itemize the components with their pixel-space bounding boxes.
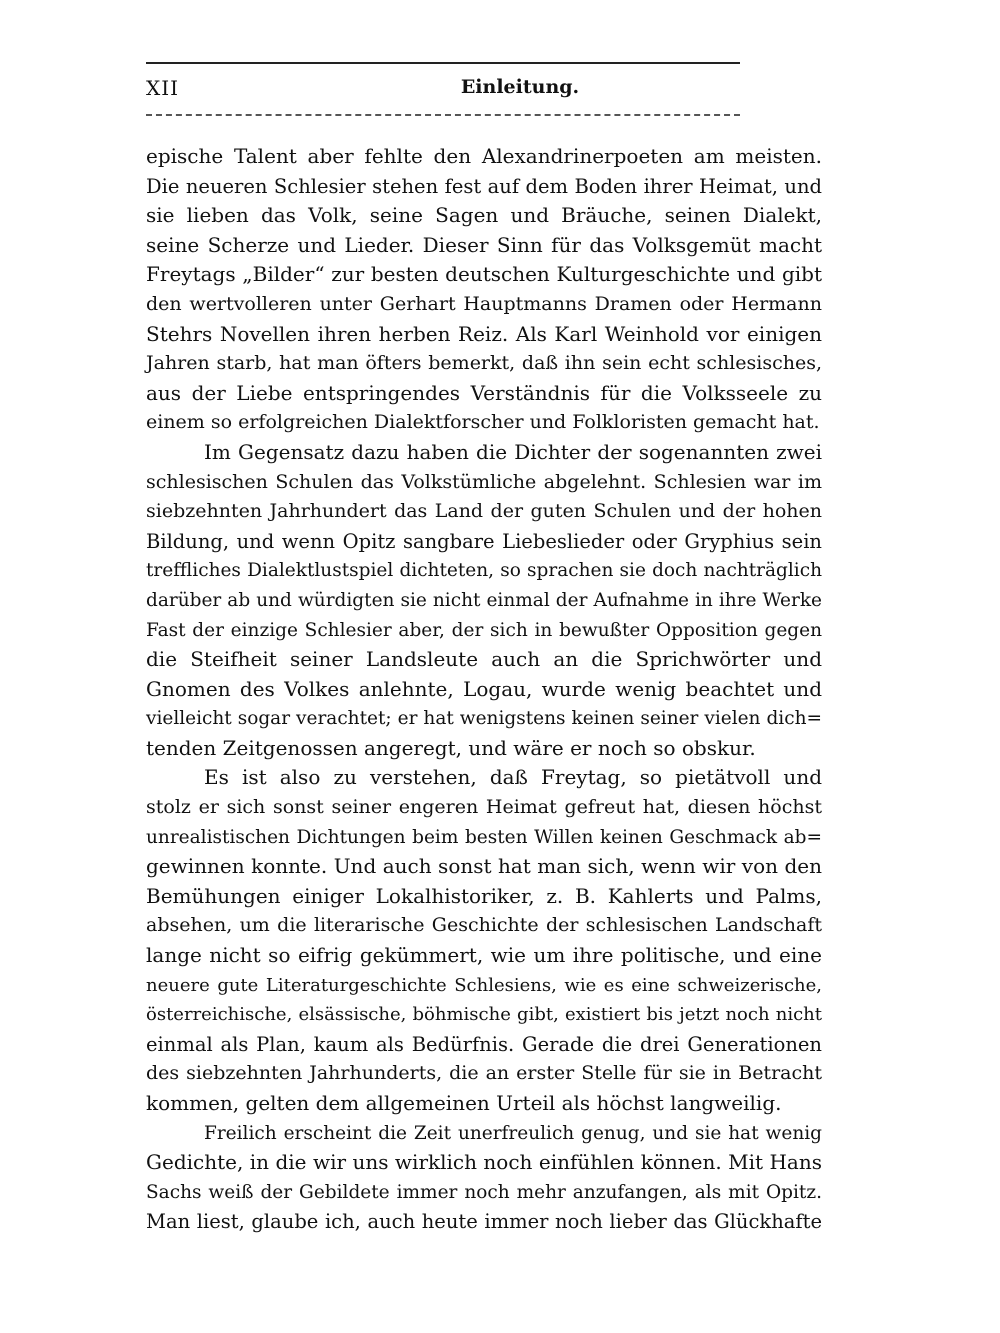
text-line: schlesischen Schulen das Volkstümliche abgelehnt. Schlesien war im: [146, 470, 822, 493]
page-number: XII: [146, 76, 180, 100]
text-line: Jahren starb, hat man öfters bemerkt, daß ihn sein echt schlesisches,: [146, 352, 822, 375]
text-line: die Steifheit seiner Landsleute auch an die Sprichwörter und: [146, 647, 822, 672]
text-line: Man liest, glaube ich, auch heute immer noch lieber das Glückhafte: [146, 1210, 822, 1234]
text-line: gewinnen konnte. Und auch sonst hat man sich, wenn wir von den: [146, 854, 822, 879]
text-line: Fast der einzige Schlesier aber, der sich in bewußter Opposition gegen: [146, 619, 822, 641]
text-line: Bemühungen einiger Lokalhistoriker, z. B. Kahlerts und Palms,: [146, 883, 822, 908]
header-bottom-rule: [146, 114, 740, 116]
text-line: Gnomen des Volkes anlehnte, Logau, wurde wenig beachtet und: [146, 676, 822, 701]
text-line: vielleicht sogar verachtet; er hat wenigstens keinen seiner vielen dich=: [146, 708, 822, 730]
running-head: Einleitung.: [460, 76, 580, 98]
text-line: Sachs weiß der Gebildete immer noch mehr anzufangen, als mit Opitz.: [146, 1181, 822, 1203]
text-line: Gedichte, in die wir uns wirklich noch einfühlen können. Mit Hans: [146, 1150, 822, 1175]
text-line: unrealistischen Dichtungen beim besten Willen keinen Geschmack ab=: [146, 826, 822, 848]
text-line: neuere gute Literaturgeschichte Schlesiens, wie es eine schweizerische,: [146, 974, 822, 996]
text-line: lange nicht so eifrig gekümmert, wie um ihre politische, und eine: [146, 943, 822, 968]
text-line: epische Talent aber fehlte den Alexandrinerpoeten am meisten.: [146, 144, 822, 168]
text-line: den wertvolleren unter Gerhart Hauptmanns Dramen oder Hermann: [146, 292, 822, 315]
text-line: stolz er sich sonst seiner engeren Heimat gefreut hat, diesen höchst: [146, 796, 822, 819]
text-line: Es ist also zu verstehen, daß Freytag, so pietätvoll und: [204, 765, 822, 790]
text-line: Freilich erscheint die Zeit unerfreulich genug, und sie hat wenig: [204, 1122, 822, 1144]
text-line: des siebzehnten Jahrhunderts, die an erster Stelle für sie in Betracht: [146, 1062, 822, 1085]
text-line: Die neueren Schlesier stehen fest auf dem Boden ihrer Heimat, und: [146, 174, 822, 198]
text-line: Freytags „Bilder“ zur besten deutschen Kulturgeschichte und gibt: [146, 262, 822, 287]
text-line: sie lieben das Volk, seine Sagen und Bräuche, seinen Dialekt,: [146, 203, 822, 228]
text-line: einem so erfolgreichen Dialektforscher und Folkloristen gemacht hat.: [146, 411, 820, 434]
text-line: einmal als Plan, kaum als Bedürfnis. Gerade die drei Generationen: [146, 1032, 822, 1056]
text-line: Stehrs Novellen ihren herben Reiz. Als Karl Weinhold vor einigen: [146, 321, 822, 346]
text-line: österreichische, elsässische, böhmische gibt, existiert bis jetzt noch nicht: [146, 1004, 822, 1026]
text-line: darüber ab und würdigten sie nicht einmal der Aufnahme in ihre Werke: [146, 589, 822, 611]
text-line: aus der Liebe entspringendes Verständnis für die Volksseele zu: [146, 380, 822, 405]
text-line: siebzehnten Jahrhundert das Land der guten Schulen und der hohen: [146, 500, 822, 523]
text-line: Im Gegensatz dazu haben die Dichter der sogenannten zwei: [204, 439, 822, 464]
text-line: kommen, gelten dem allgemeinen Urteil als höchst langweilig.: [146, 1091, 782, 1115]
text-line: Bildung, und wenn Opitz sangbare Liebeslieder oder Gryphius sein: [146, 529, 822, 553]
text-line: treffliches Dialektlustspiel dichteten, so sprachen sie doch nachträglich: [146, 560, 822, 582]
text-line: seine Scherze und Lieder. Dieser Sinn für das Volksgemüt macht: [146, 232, 822, 257]
header-top-rule: [146, 62, 740, 64]
body-text: [146, 142, 822, 1237]
text-line: absehen, um die literarische Geschichte der schlesischen Landschaft: [146, 914, 822, 937]
text-line: tenden Zeitgenossen angeregt, und wäre er noch so obskur.: [146, 735, 756, 760]
